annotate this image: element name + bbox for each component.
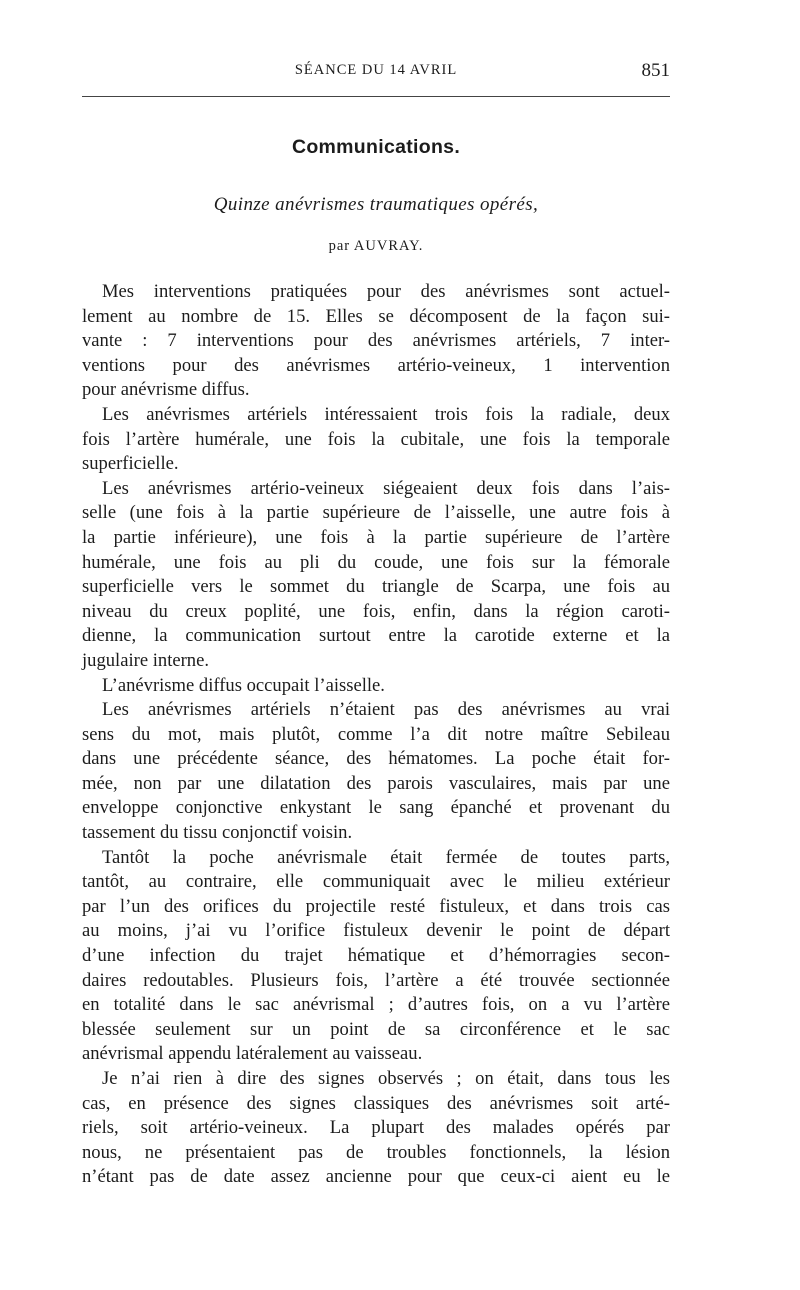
text-line: lement au nombre de 15. Elles se décomposent de la façon sui-: [82, 305, 670, 327]
text-line: jugulaire interne.: [82, 649, 210, 671]
text-line: anévrismal appendu latéralement au vaisseau.: [82, 1043, 423, 1065]
text-line: en totalité dans le sac anévrismal ; d’autres fois, on a vu l’artère: [82, 994, 670, 1016]
text-line: d’une infection du trajet hématique et d’hémorragies secon-: [82, 945, 670, 967]
text-line: mée, non par une dilatation des parois vasculaires, mais par une: [82, 772, 670, 794]
text-line: fois l’artère humérale, une fois la cubitale, une fois la temporale: [82, 428, 670, 450]
running-head: [82, 60, 670, 84]
text-line: Les anévrismes artériels intéressaient trois fois la radiale, deux: [102, 403, 670, 425]
text-line: tassement du tissu conjonctif voisin.: [82, 822, 353, 844]
text-line: nous, ne présentaient pas de troubles fonctionnels, la lésion: [82, 1141, 670, 1163]
byline: par AUVRAY.: [328, 238, 424, 254]
text-line: cas, en présence des signes classiques des anévrismes soit arté-: [82, 1092, 670, 1114]
text-line: sens du mot, mais plutôt, comme l’a dit notre maître Sebileau: [82, 723, 670, 745]
text-line: riels, soit artério-veineux. La plupart des malades opérés par: [82, 1117, 670, 1139]
header-rule: [82, 96, 670, 97]
text-line: n’étant pas de date assez ancienne pour que ceux-ci aient eu le: [82, 1166, 670, 1188]
text-line: la partie inférieure), une fois à la partie supérieure de l’artère: [82, 526, 670, 548]
text-line: superficielle.: [82, 453, 179, 475]
text-line: Les anévrismes artério-veineux siégeaient deux fois dans l’ais-: [102, 477, 670, 499]
text-line: tantôt, au contraire, elle communiquait avec le milieu extérieur: [82, 871, 670, 893]
text-line: niveau du creux poplité, une fois, enfin, dans la région caroti-: [82, 600, 670, 622]
text-line: superficielle vers le sommet du triangle de Scarpa, une fois au: [82, 576, 670, 598]
text-line: Mes interventions pratiquées pour des anévrismes sont actuel-: [102, 281, 670, 302]
running-title: SÉANCE DU 14 AVRIL: [294, 62, 458, 78]
text-line: pour anévrisme diffus.: [82, 379, 250, 401]
text-line: enveloppe conjonctive enkystant le sang épanché et provenant du: [82, 797, 670, 819]
text-line: vante : 7 interventions pour des anévrismes artériels, 7 inter-: [82, 330, 670, 352]
text-line: Je n’ai rien à dire des signes observés ; on était, dans tous les: [102, 1068, 670, 1089]
text-line: dans une précédente séance, des hématomes. La poche était for-: [82, 748, 670, 770]
section-heading: Communications.: [291, 136, 461, 158]
article-title: Quinze anévrismes traumatiques opérés,: [213, 194, 539, 215]
body-text: [82, 280, 670, 1190]
text-line: Tantôt la poche anévrismale était fermée de toutes parts,: [102, 846, 670, 868]
page-number: 851: [641, 60, 670, 81]
text-line: L’anévrisme diffus occupait l’aisselle.: [102, 674, 385, 696]
text-line: ventions pour des anévrismes artério-veineux, 1 intervention: [82, 354, 670, 376]
text-line: par l’un des orifices du projectile resté fistuleux, et dans trois cas: [82, 895, 670, 917]
text-line: dienne, la communication surtout entre la carotide externe et la: [82, 625, 670, 647]
text-line: daires redoutables. Plusieurs fois, l’artère a été trouvée sectionnée: [82, 969, 670, 991]
text-line: au moins, j’ai vu l’orifice fistuleux devenir le point de départ: [82, 920, 670, 942]
text-line: blessée seulement sur un point de sa circonférence et le sac: [82, 1018, 670, 1040]
text-line: humérale, une fois au pli du coude, une fois sur la fémorale: [82, 551, 670, 573]
text-line: Les anévrismes artériels n’étaient pas des anévrismes au vrai: [102, 699, 670, 721]
text-line: selle (une fois à la partie supérieure de l’aisselle, une autre fois à: [82, 502, 670, 524]
